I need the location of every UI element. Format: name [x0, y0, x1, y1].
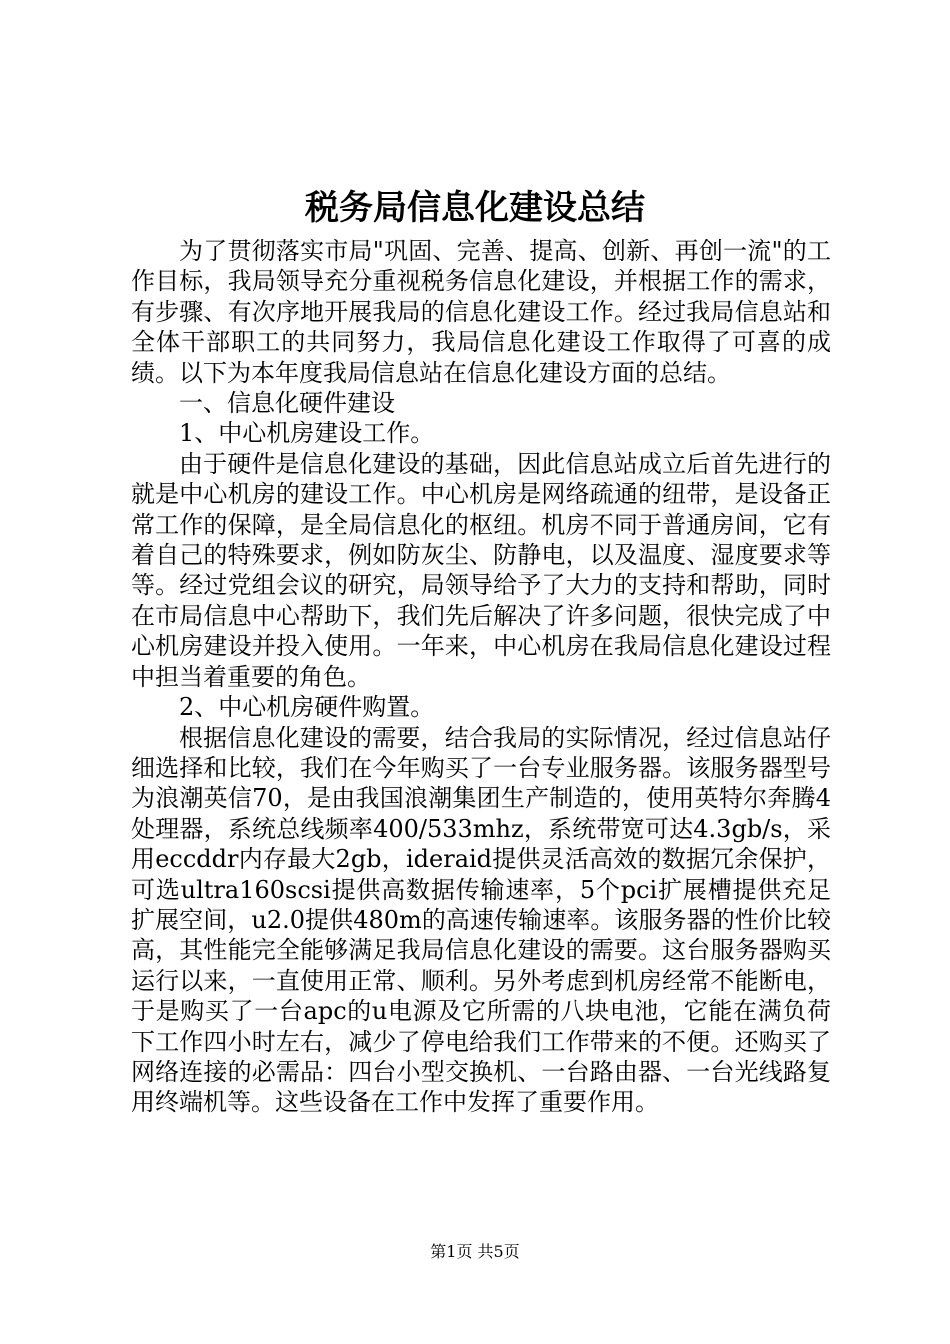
section-heading-hardware: 一、信息化硬件建设 [179, 389, 395, 418]
subsection-heading-machine-room: 1、中心机房建设工作。 [179, 419, 435, 448]
page-footer: 第1页 共5页 [430, 1242, 520, 1261]
subsection-heading-hardware-purchase: 2、中心机房硬件购置。 [179, 693, 435, 722]
paragraph-intro: 为了贯彻落实市局"巩固、完善、提高、创新、再创一流"的工作目标，我局领导充分重视税务信息化建设，并根据工作的需求，有步骤、有次序地开展我局的信息化建设工作。经过我局信息站和全体干部职工的共同努力，我局信息化建设工作取得了可喜的成绩。以下为本年度我局信息站在信息化建设方面的总结。 [131, 237, 831, 387]
document-body [131, 236, 831, 1118]
page-title: 税务局信息化建设总结 [305, 188, 645, 228]
paragraph-hardware-purchase: 根据信息化建设的需要，结合我局的实际情况，经过信息站仔细选择和比较，我们在今年购买了一台专业服务器。该服务器型号为浪潮英信70，是由我国浪潮集团生产制造的，使用英特尔奔腾4处理器，系统总线频率400/533mhz，系统带宽可达4.3gb/s，采用eccddr内存最大2gb，ideraid提供灵活高效的数据冗余保护，可选ultra160scsi提供高数据传输速率，5个pci扩展槽提供充足扩展空间，u2.0提供480m的高速传输速率。该服务器的性价比较高，其性能完全能够满足我局信息化建设的需要。这台服务器购买运行以来，一直使用正常、顺利。另外考虑到机房经常不能断电，于是购买了一台apc的u电源及它所需的八块电池，它能在满负荷下工作四小时左右，减少了停电给我们工作带来的不便。还购买了网络连接的必需品：四台小型交换机、一台路由器、一台光线路复用终端机等。这些设备在工作中发挥了重要作用。 [131, 723, 831, 1117]
paragraph-machine-room: 由于硬件是信息化建设的基础，因此信息站成立后首先进行的就是中心机房的建设工作。中心机房是网络疏通的纽带，是设备正常工作的保障，是全局信息化的枢纽。机房不同于普通房间，它有着自己的特殊要求，例如防灰尘、防静电，以及温度、湿度要求等等。经过党组会议的研究，局领导给予了大力的支持和帮助，同时在市局信息中心帮助下，我们先后解决了许多问题，很快完成了中心机房建设并投入使用。一年来，中心机房在我局信息化建设过程中担当着重要的角色。 [131, 449, 831, 691]
